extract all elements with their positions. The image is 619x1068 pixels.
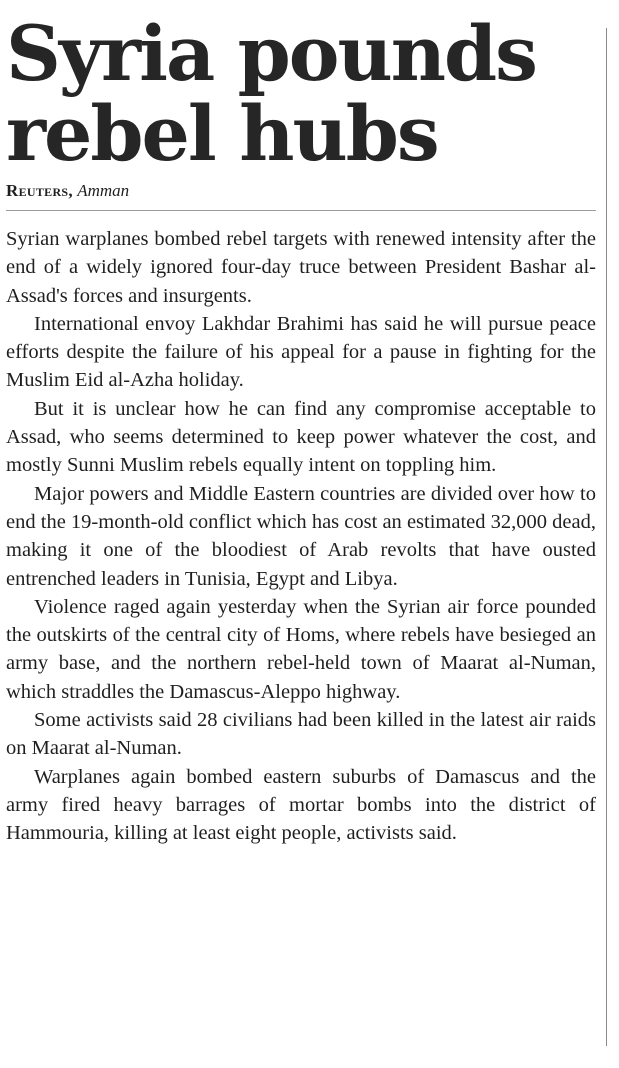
paragraph: Violence raged again yesterday when the Syrian air force pounded the outskirts of the central city of Homs, where rebels have besieged an army base, and the northern rebel-held town of Maarat al-Numan, which straddles the Damascus-Aleppo highway. bbox=[6, 595, 596, 703]
paragraph: Syrian warplanes bombed rebel targets with renewed intensity after the end of a widely ignored four-day truce between President Bashar al-Assad's forces and insurgents. bbox=[6, 228, 596, 307]
column-rule bbox=[606, 28, 607, 1046]
byline bbox=[6, 181, 596, 211]
paragraph: Warplanes again bombed eastern suburbs of Damascus and the army fired heavy barrages of mortar bombs into the district of Hammouria, killing at least eight people, activists said. bbox=[6, 765, 596, 845]
paragraph: Some activists said 28 civilians had been killed in the latest air raids on Maarat al-Numan. bbox=[6, 709, 596, 760]
news-article bbox=[6, 9, 596, 848]
article-body bbox=[6, 225, 596, 848]
paragraph: But it is unclear how he can find any compromise acceptable to Assad, who seems determined to keep power whatever the cost, and mostly Sunni Muslim rebels equally intent on toppling him. bbox=[6, 397, 596, 477]
byline-location: Amman bbox=[77, 181, 130, 200]
paragraph: International envoy Lakhdar Brahimi has said he will pursue peace efforts despite the failure of his appeal for a pause in fighting for the Muslim Eid al-Azha holiday. bbox=[6, 312, 596, 392]
paragraph: Major powers and Middle Eastern countries are divided over how to end the 19-month-old conflict which has cost an estimated 32,000 dead, making it one of the bloodiest of Arab revolts that have ousted entrenched leaders in Tunisia, Egypt and Libya. bbox=[6, 482, 596, 590]
byline-agency: Reuters, bbox=[6, 181, 73, 200]
headline: Syria pounds rebel hubs bbox=[6, 9, 536, 178]
